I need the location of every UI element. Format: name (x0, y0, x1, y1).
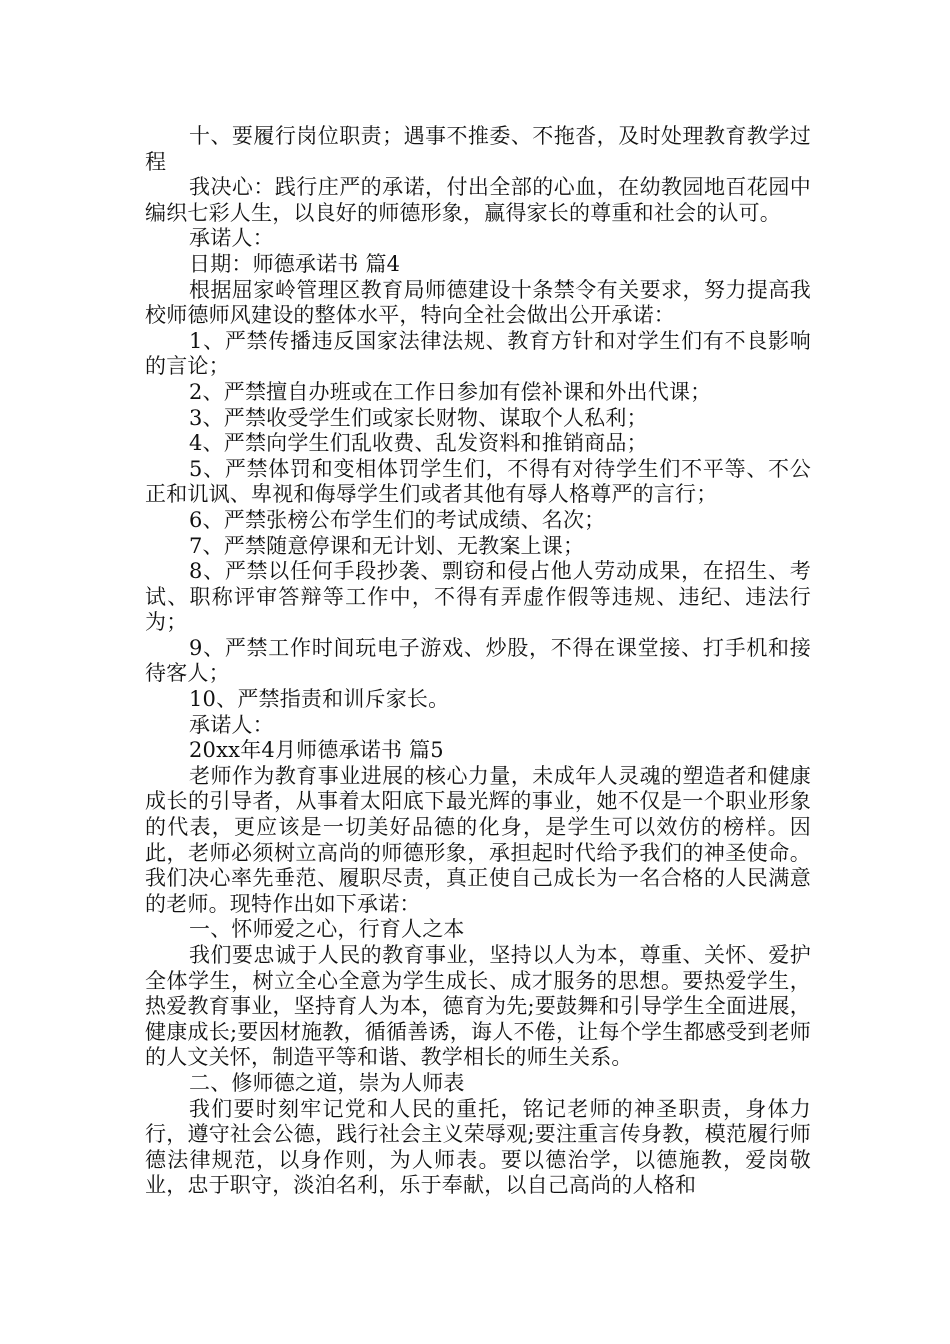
list-item-ban-7: 7、严禁随意停课和无计划、无教案上课； (189, 533, 585, 558)
paragraph-section-1: 我们要忠诚于人民的教育事业，坚持以人为本，尊重、关怀、爱护全体学生，树立全心全意为学生成长、成才服务的思想。要热爱学生，热爱教育事业，坚持育人为本，德育为先;要鼓舞和引导学生全面进展，健康成长;要因材施教，循循善诱，诲人不倦，让每个学生都感受到老师的人文关怀，制造平等和谐、教学相长的师生关系。 (145, 943, 811, 1070)
list-item-ban-8: 8、严禁以任何手段抄袭、剽窃和侵占他人劳动成果，在招生、考试、职称评审答辩等工作中，不得有弄虚作假等违规、违纪、违法行为； (145, 559, 811, 635)
paragraph-pledger-label-2: 承诺人： (189, 712, 274, 737)
section-heading-1: 一、怀师爱之心，行育人之本 (189, 917, 465, 942)
paragraph-resolution: 我决心：践行庄严的承诺，付出全部的心血，在幼教园地百花园中编织七彩人生，以良好的师德形象，赢得家长的尊重和社会的认可。 (145, 175, 811, 225)
list-item-ban-6: 6、严禁张榜公布学生们的考试成绩、名次； (189, 507, 606, 532)
heading-pledge-4: 日期：师德承诺书 篇4 (189, 251, 401, 276)
paragraph-duty-10: 十、要履行岗位职责；遇事不推委、不拖沓，及时处理教育教学过程 (145, 124, 811, 174)
paragraph-intro-pledge-5: 老师作为教育事业进展的核心力量，未成年人灵魂的塑造者和健康成长的引导者，从事着太阳底下最光辉的事业，她不仅是一个职业形象的代表，更应该是一切美好品德的化身，是学生可以效仿的榜样。因此，老师必须树立高尚的师德形象，承担起时代给予我们的神圣使命。我们决心率先垂范、履职尽责，真正使自己成长为一名合格的人民满意的老师。现特作出如下承诺： (145, 763, 811, 916)
list-item-ban-10: 10、严禁指责和训斥家长。 (189, 687, 450, 712)
list-item-ban-2: 2、严禁擅自办班或在工作日参加有偿补课和外出代课； (189, 379, 712, 404)
paragraph-intro-pledge-4: 根据屈家岭管理区教育局师德建设十条禁令有关要求，努力提高我校师德师风建设的整体水平，特向全社会做出公开承诺： (145, 277, 811, 328)
list-item-ban-1: 1、严禁传播违反国家法律法规、教育方针和对学生们有不良影响的言论； (145, 328, 811, 379)
section-heading-2: 二、修师德之道，崇为人师表 (189, 1070, 465, 1095)
list-item-ban-9: 9、严禁工作时间玩电子游戏、炒股，不得在课堂接、打手机和接待客人； (145, 635, 811, 686)
list-item-ban-3: 3、严禁收受学生们或家长财物、谋取个人私利； (189, 405, 648, 430)
heading-pledge-5: 20xx年4月师德承诺书 篇5 (189, 738, 444, 763)
list-item-ban-5: 5、严禁体罚和变相体罚学生们，不得有对待学生们不平等、不公正和讥讽、卑视和侮辱学生们或者其他有辱人格尊严的言行； (145, 456, 811, 507)
document-body (145, 124, 811, 1199)
paragraph-section-2: 我们要时刻牢记党和人民的重托，铭记老师的神圣职责，身体力行，遵守社会公德，践行社会主义荣辱观;要注重言传身教，模范履行师德法律规范，以身作则，为人师表。要以德治学，以德施教，爱岗敬业，忠于职守，淡泊名利，乐于奉献，以自己高尚的人格和 (145, 1096, 811, 1198)
paragraph-pledger-label: 承诺人： (189, 226, 274, 251)
list-item-ban-4: 4、严禁向学生们乱收费、乱发资料和推销商品； (189, 431, 648, 456)
